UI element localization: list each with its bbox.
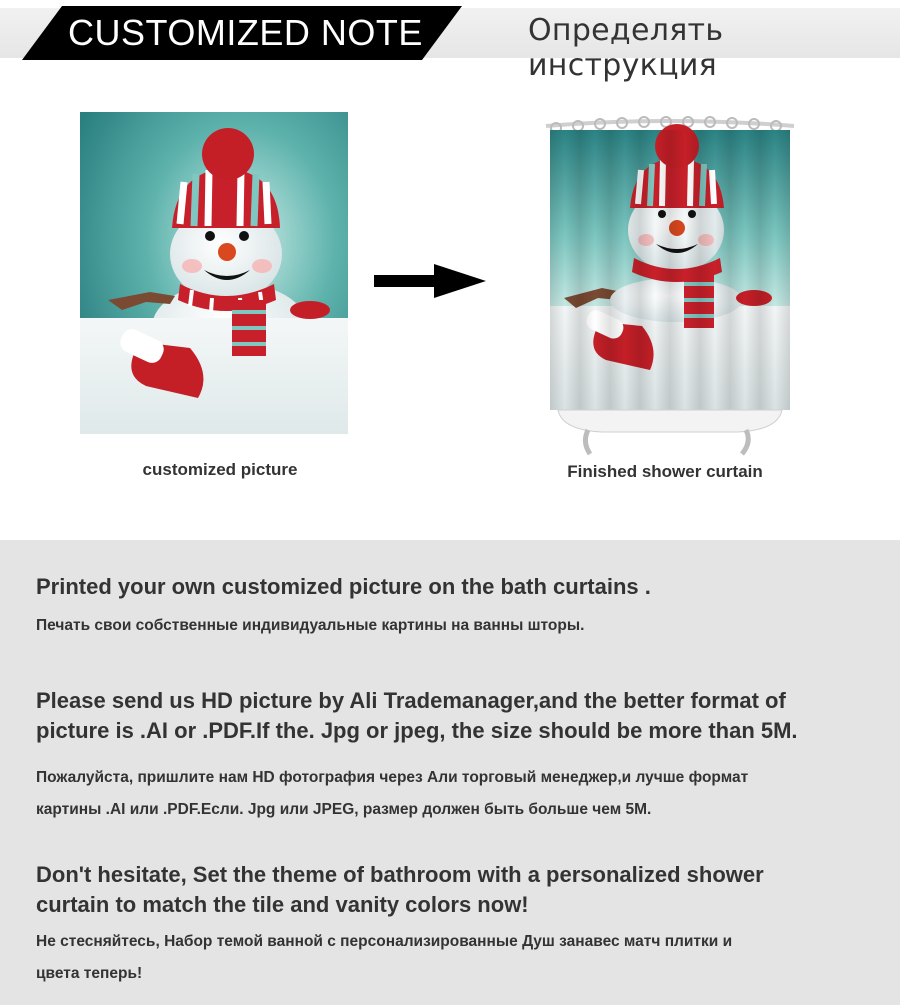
paragraph-3-russian-line-2: цвета теперь! <box>36 965 143 982</box>
header-banner <box>0 0 900 83</box>
customized-picture-image <box>80 112 348 434</box>
right-arrow-icon <box>374 264 486 298</box>
finished-curtain-image <box>542 112 798 456</box>
paragraph-2-english-line-2: picture is .AI or .PDF.If the. Jpg or jpeg, the size should be more than 5M. <box>36 718 798 743</box>
finished-curtain-caption: Finished shower curtain <box>567 462 763 481</box>
header-subtitle: Определять инструкция <box>528 13 724 83</box>
paragraph-1-russian: Печать свои собственные индивидуальные картины на ванны шторы. <box>36 617 585 634</box>
paragraph-3-russian-line-1: Не стесняйтесь, Набор темой ванной с персонализированные Душ занавес матч плитки и <box>36 933 733 950</box>
paragraph-2-english-line-1: Please send us HD picture by Ali Trademanager,and the better format of <box>36 688 786 713</box>
customized-picture-caption: customized picture <box>142 460 298 479</box>
paragraph-1-english: Printed your own customized picture on the bath curtains . <box>36 574 651 599</box>
paragraph-3-english-line-1: Don't hesitate, Set the theme of bathroom with a personalized shower <box>36 862 764 887</box>
header-title: CUSTOMIZED NOTE <box>68 12 423 53</box>
paragraph-2-russian-line-2: картины .AI или .PDF.Если. Jpg или JPEG, размер должен быть больше чем 5M. <box>36 801 652 818</box>
paragraph-3-english-line-2: curtain to match the tile and vanity colors now! <box>36 892 529 917</box>
paragraph-2-russian-line-1: Пожалуйста, пришлите нам HD фотография через Али торговый менеджер,и лучше формат <box>36 769 749 786</box>
